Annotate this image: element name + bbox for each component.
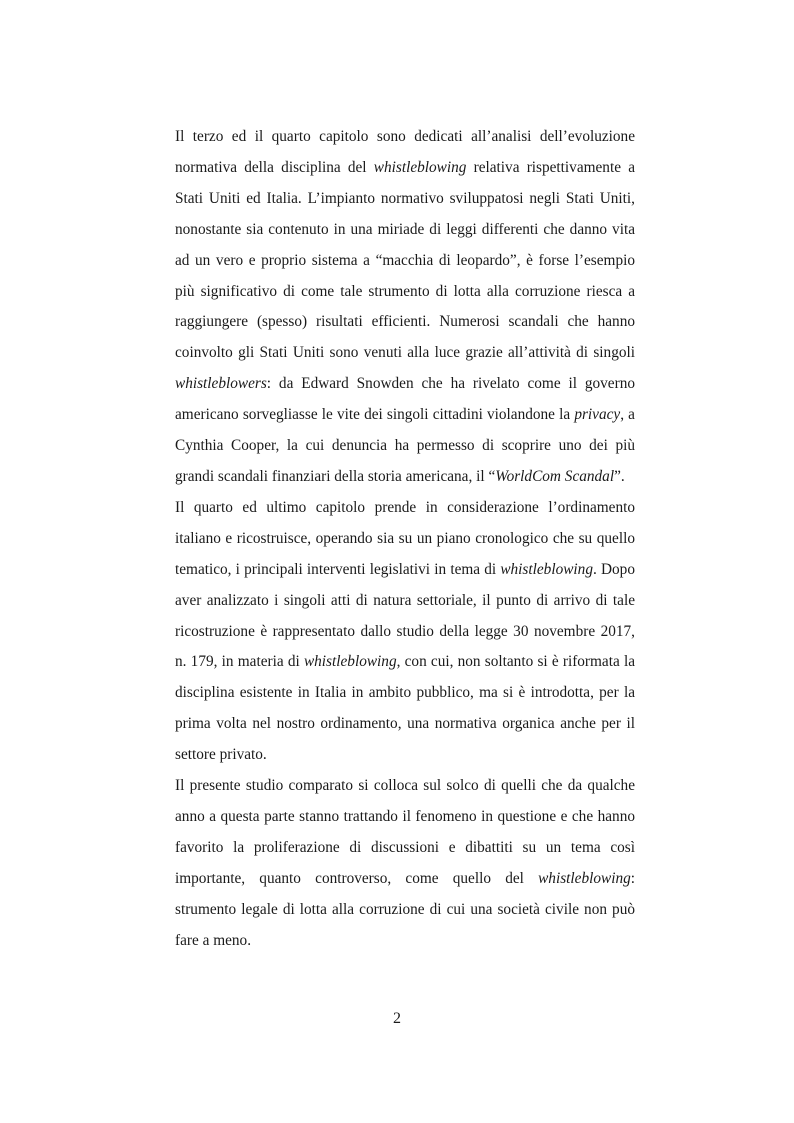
text-run: Il presente studio comparato si colloca sul solco di quelli che da qualche anno a questa parte stanno trattando il fenomeno in questione e che hanno favorito la proliferazione di discussioni e dibattiti su un tema così importante, quanto controverso, come quello del <box>175 777 635 887</box>
body-text <box>175 122 635 956</box>
italic-term: whistleblowing <box>303 653 397 671</box>
text-run: , con cui, non soltanto si è riformata la disciplina esistente in Italia in ambito pubblico, ma si è introdotta, per la prima volta nel nostro ordinamento, una normativa organica anche per il settore privato. <box>175 653 636 764</box>
italic-term: whistleblowers <box>175 375 267 393</box>
italic-term: privacy <box>574 406 621 424</box>
paragraph-chapter-three-four <box>175 122 635 493</box>
paragraph-chapter-four <box>175 493 635 771</box>
text-run: Il quarto ed ultimo capitolo prende in considerazione l’ordinamento italiano e ricostruisce, operando sia su un piano cronologico che su quello tematico, i principali interventi legislativi in tema di <box>175 498 635 578</box>
text-run: : da Edward Snowden che ha rivelato come il governo americano sorvegliasse le vite dei singoli cittadini violandone la <box>175 375 635 424</box>
italic-term: WorldCom Scandal <box>495 467 615 485</box>
italic-term: whistleblowing <box>500 560 593 578</box>
text-run: Il terzo ed il quarto capitolo sono dedicati all’analisi dell’evoluzione normativa della disciplina del <box>175 128 635 176</box>
text-run: . Dopo aver analizzato i singoli atti di natura settoriale, il punto di arrivo di tale ricostruzione è rappresentato dallo studio della legge 30 novembre 2017, n. 179, in materia di <box>175 560 635 671</box>
text-run: ”. <box>614 467 625 485</box>
text-run: , a Cynthia Cooper, la cui denuncia ha permesso di scoprire uno dei più grandi scandali finanziari della storia americana, il “ <box>175 406 635 485</box>
text-run: : strumento legale di lotta alla corruzione di cui una società civile non può fare a meno. <box>175 869 635 949</box>
text-run: relativa rispettivamente a Stati Uniti ed Italia. L’impianto normativo sviluppatosi negli Stati Uniti, nonostante sia contenuto in una miriade di leggi differenti che danno vita ad un vero e proprio sistema a “macchia di leopardo”, è forse l’esempio più significativo di come tale strumento di lotta alla corruzione riesca a raggiungere (spesso) risultati efficienti. Numerosi scandali che hanno coinvolto gli Stati Uniti sono venuti alla luce grazie all’attività di singoli <box>175 158 635 362</box>
paragraph-conclusion <box>175 771 635 956</box>
italic-term: whistleblowing <box>538 869 631 887</box>
italic-term: whistleblowing <box>373 158 467 176</box>
page-number: 2 <box>393 1010 401 1027</box>
